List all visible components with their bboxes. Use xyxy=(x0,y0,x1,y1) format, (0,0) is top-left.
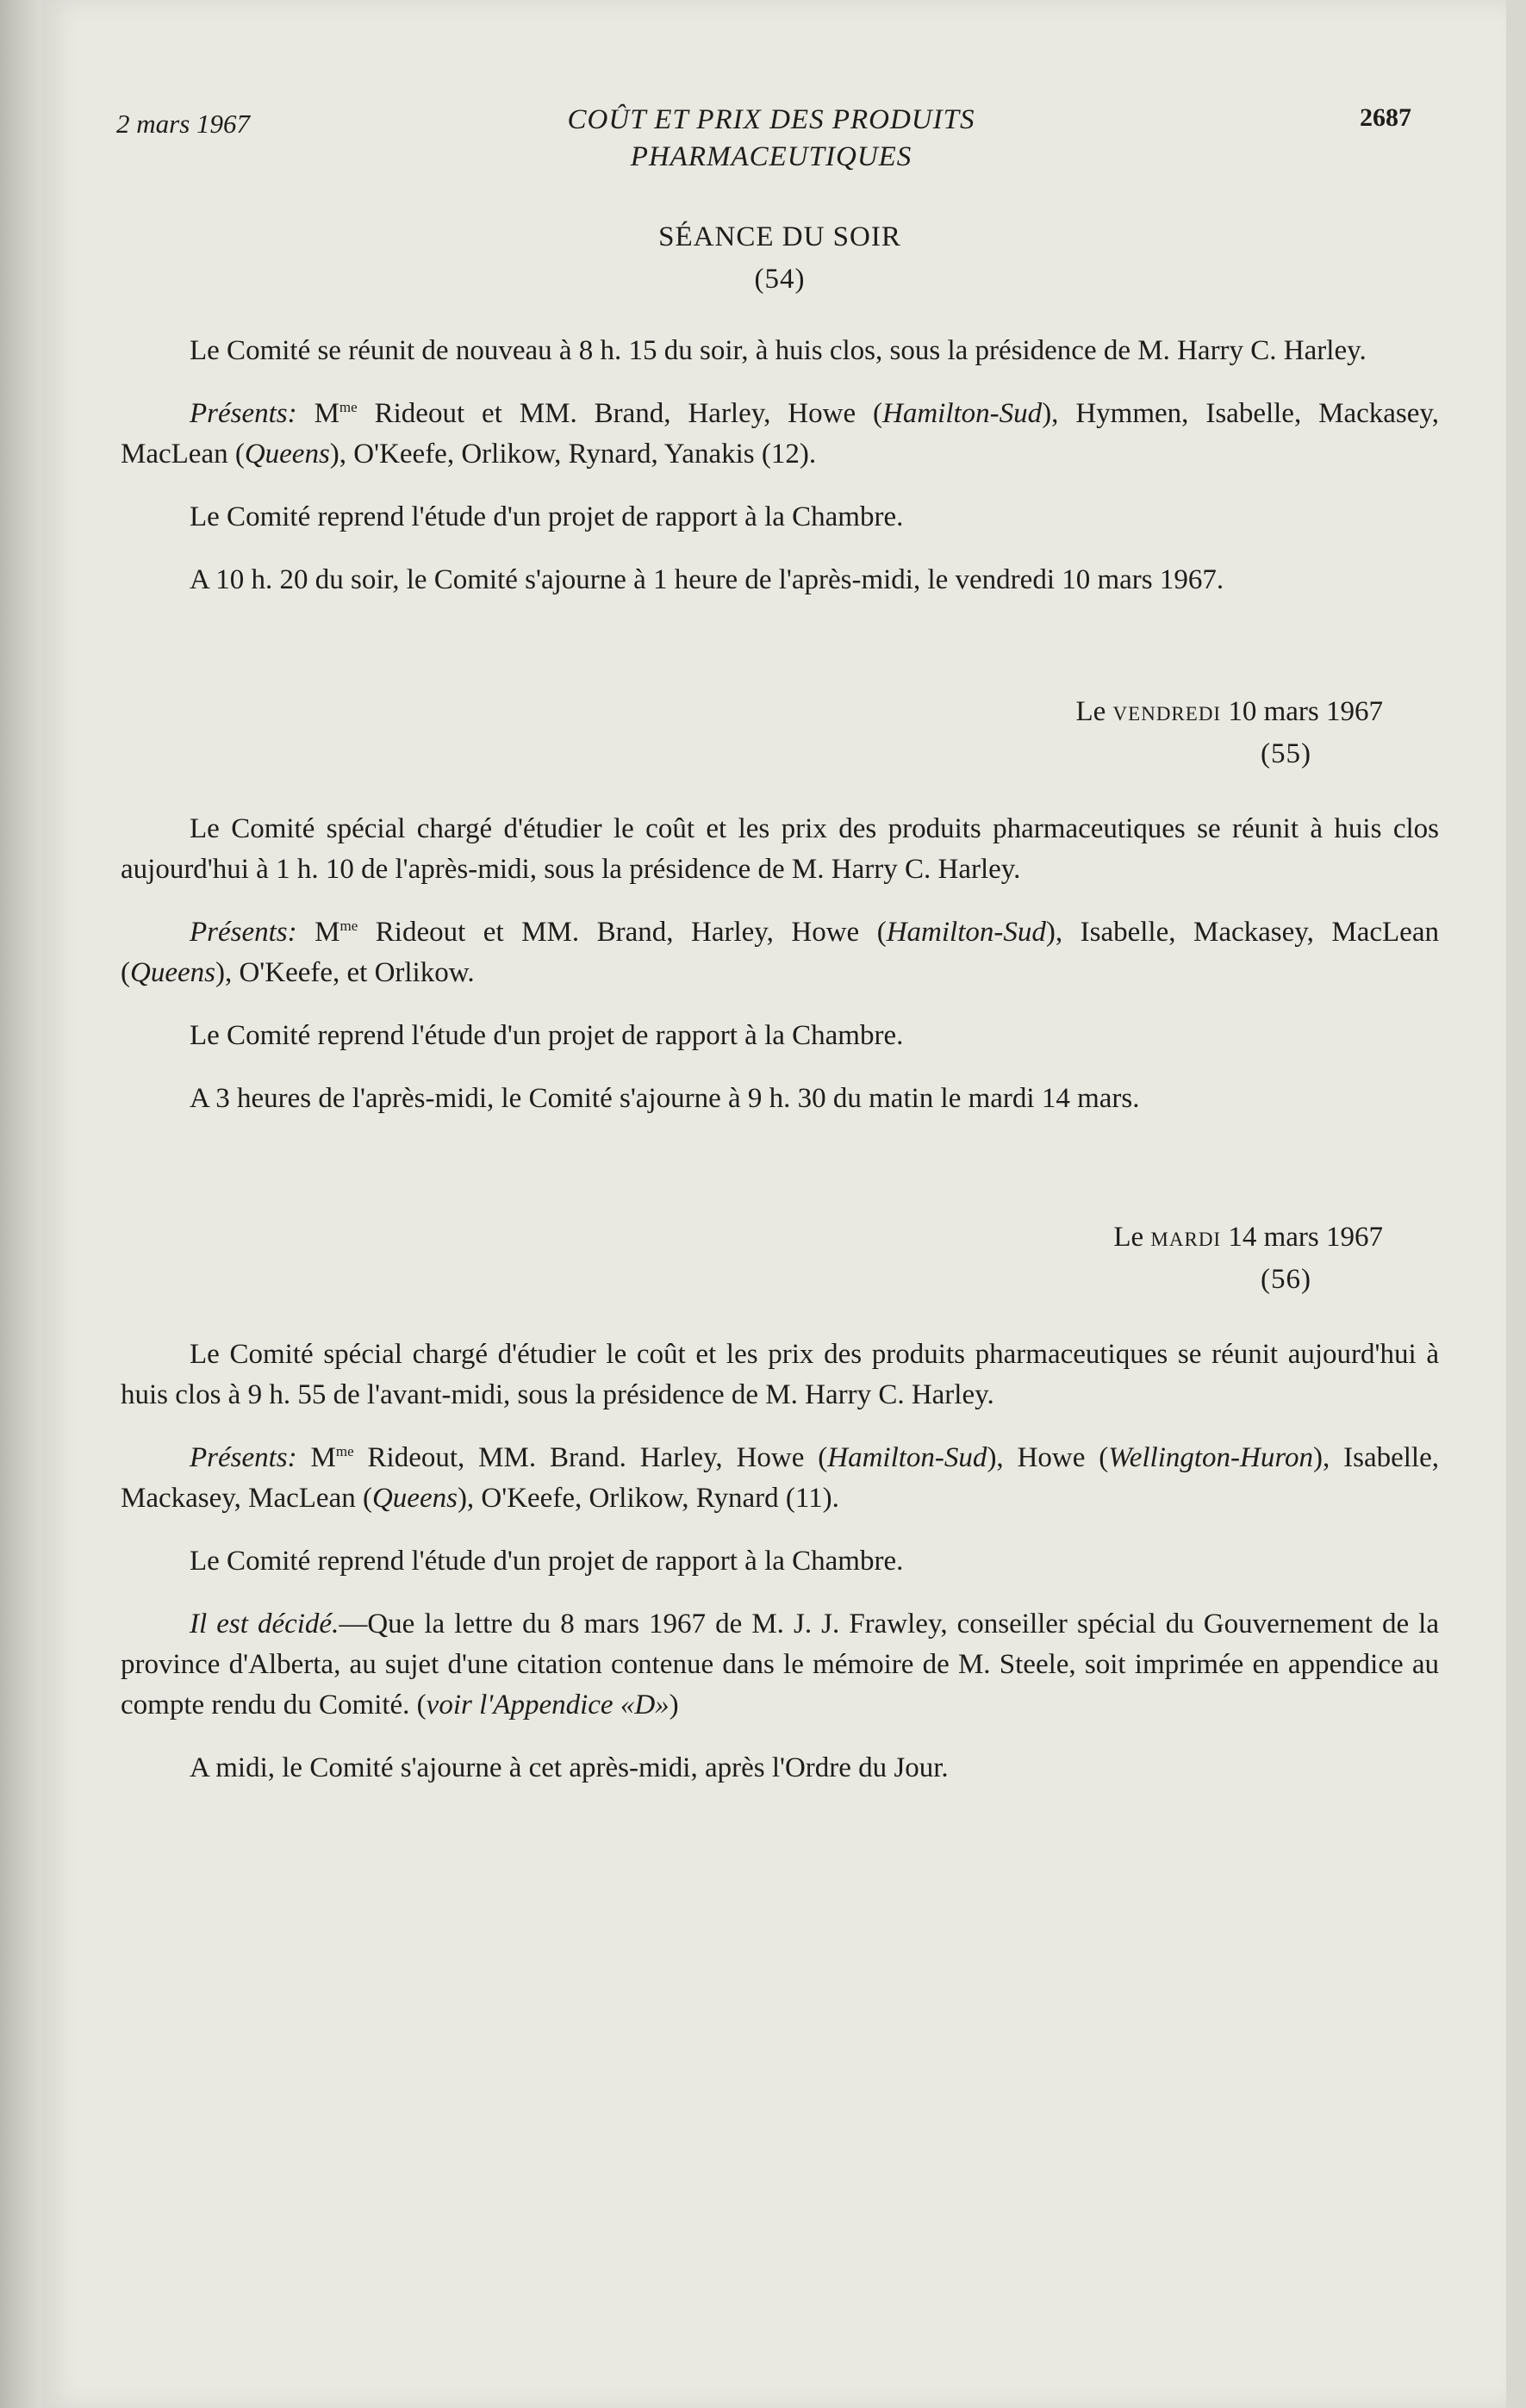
title-superscript: me xyxy=(339,918,358,934)
attendance-text: ), Howe ( xyxy=(987,1442,1109,1473)
title-abbrev: M xyxy=(310,1442,336,1473)
date-weekday: mardi xyxy=(1150,1222,1222,1253)
riding-name: Queens xyxy=(130,957,215,988)
attendance-text: ), Isabelle, Mackasey, MacLean ( xyxy=(121,917,1439,988)
sitting-date-56 xyxy=(121,1216,1439,1259)
attendance-text: ), Hymmen, Isabelle, Mackasey, MacLean ( xyxy=(121,398,1440,470)
attendance-text: ), O'Keefe, Orlikow, Rynard (11). xyxy=(457,1483,839,1514)
resolution-text: —Que la lettre du 8 mars 1967 de M. J. J. Frawley, conseiller spécial du Gouvernement de la province d'Alberta, au sujet d'une citation contenue dans le mémoire de M. Steele, soit imprimée en appendice au compte rendu du Comité. ( xyxy=(121,1608,1439,1720)
present-label: Présents: xyxy=(190,398,297,429)
header-title-line-2: PHARMACEUTIQUES xyxy=(630,141,912,172)
appendix-reference: voir l'Appendice «D» xyxy=(426,1689,670,1720)
header-date: 2 mars 1967 xyxy=(116,109,251,139)
resolution-end: ) xyxy=(669,1689,679,1720)
business-paragraph-56: Le Comité reprend l'étude d'un projet de rapport à la Chambre. xyxy=(190,1546,904,1577)
book-spine-edge xyxy=(0,0,41,2408)
date-text: 10 mars 1967 xyxy=(1221,696,1383,727)
attendance-paragraph-54 xyxy=(121,394,1439,475)
adjournment-paragraph-56: A midi, le Comité s'ajourne à cet après-midi, après l'Ordre du Jour. xyxy=(190,1752,949,1783)
attendance-text: Rideout, MM. Brand. Harley, Howe ( xyxy=(353,1442,828,1473)
header-title-line-1: COÛT ET PRIX DES PRODUITS xyxy=(567,104,975,135)
resolution-label: Il est décidé. xyxy=(190,1608,339,1640)
adjournment-paragraph-54: A 10 h. 20 du soir, le Comité s'ajourne à 1 heure de l'après-midi, le vendredi 10 mars 1967. xyxy=(190,564,1224,595)
present-label: Présents: xyxy=(190,917,297,948)
date-weekday: vendredi xyxy=(1112,696,1222,727)
riding-name: Hamilton-Sud xyxy=(827,1442,987,1473)
page-number: 2687 xyxy=(1360,103,1411,132)
sitting-date-55 xyxy=(121,690,1439,733)
sitting-number-56: (56) xyxy=(1261,1264,1311,1295)
header-title xyxy=(483,102,1060,176)
spacer xyxy=(121,1142,1439,1216)
riding-name: Hamilton-Sud xyxy=(886,917,1046,948)
present-label: Présents: xyxy=(190,1442,297,1473)
attendance-text: Rideout et MM. Brand, Harley, Howe ( xyxy=(358,917,887,948)
attendance-paragraph-56 xyxy=(121,1438,1439,1519)
attendance-paragraph-55 xyxy=(121,912,1439,993)
riding-name: Hamilton-Sud xyxy=(882,398,1043,429)
resolution-paragraph-56 xyxy=(121,1604,1439,1726)
attendance-text: Rideout et MM. Brand, Harley, Howe ( xyxy=(357,398,883,429)
date-prefix: Le xyxy=(1113,1222,1151,1253)
title-superscript: me xyxy=(339,399,358,415)
attendance-text: ), O'Keefe, et Orlikow. xyxy=(215,957,475,988)
date-text: 14 mars 1967 xyxy=(1221,1222,1383,1253)
title-superscript: me xyxy=(335,1443,354,1459)
attendance-text: ), Isabelle, Mackasey, MacLean ( xyxy=(121,1442,1439,1514)
opening-paragraph-54: Le Comité se réunit de nouveau à 8 h. 15 du soir, à huis clos, sous la présidence de M. Harry C. Harley. xyxy=(190,335,1367,366)
attendance-text: ), O'Keefe, Orlikow, Rynard, Yanakis (12). xyxy=(329,439,817,470)
spacer xyxy=(121,623,1439,690)
opening-paragraph-56: Le Comité spécial chargé d'étudier le coût et les prix des produits pharmaceutiques se réunit aujourd'hui à huis clos à 9 h. 55 de l'avant-midi, sous la présidence de M. Harry C. Harley. xyxy=(121,1339,1439,1410)
opening-paragraph-55: Le Comité spécial chargé d'étudier le coût et les prix des produits pharmaceutiques se réunit à huis clos aujourd'hui à 1 h. 10 de l'après-midi, sous la présidence de M. Harry C. Harley. xyxy=(121,813,1439,885)
date-prefix: Le xyxy=(1075,696,1113,727)
page-body xyxy=(121,215,1439,1811)
riding-name: Wellington-Huron xyxy=(1108,1442,1313,1473)
page-header xyxy=(0,102,1526,179)
sitting-number-55: (55) xyxy=(1261,738,1311,769)
sitting-number-54: (54) xyxy=(754,264,806,295)
adjournment-paragraph-55: A 3 heures de l'après-midi, le Comité s'ajourne à 9 h. 30 du matin le mardi 14 mars. xyxy=(190,1083,1140,1114)
title-abbrev: M xyxy=(315,917,340,948)
title-abbrev: M xyxy=(314,398,339,429)
riding-name: Queens xyxy=(244,439,330,470)
business-paragraph-54: Le Comité reprend l'étude d'un projet de rapport à la Chambre. xyxy=(190,501,904,532)
section-title: SÉANCE DU SOIR xyxy=(658,221,901,252)
riding-name: Queens xyxy=(371,1483,458,1514)
business-paragraph-55: Le Comité reprend l'étude d'un projet de rapport à la Chambre. xyxy=(190,1020,904,1051)
